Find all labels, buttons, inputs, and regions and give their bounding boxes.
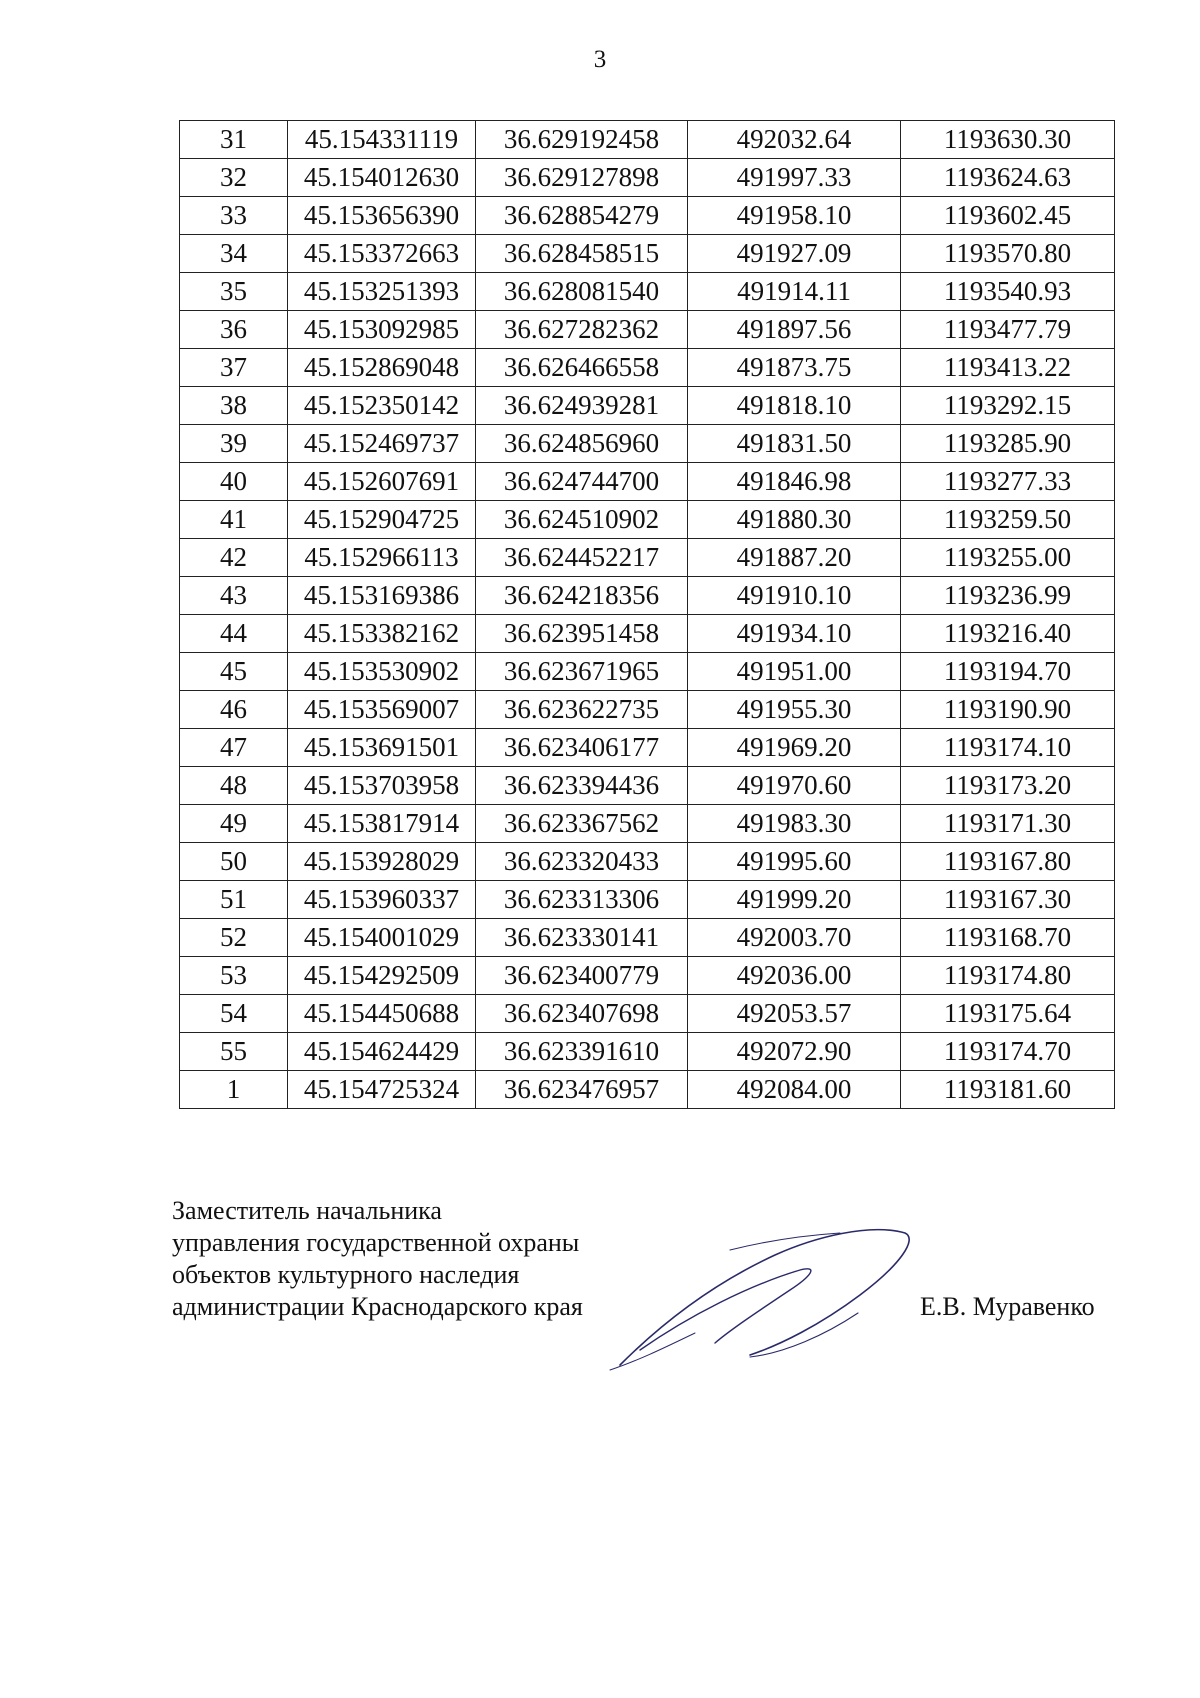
latitude-cell: 45.153530902 — [288, 653, 476, 691]
y-coordinate-cell: 1193277.33 — [901, 463, 1115, 501]
point-number-cell: 1 — [180, 1071, 288, 1109]
x-coordinate-cell: 491927.09 — [688, 235, 901, 273]
x-coordinate-cell: 492053.57 — [688, 995, 901, 1033]
x-coordinate-cell: 491995.60 — [688, 843, 901, 881]
latitude-cell: 45.152350142 — [288, 387, 476, 425]
latitude-cell: 45.153691501 — [288, 729, 476, 767]
longitude-cell: 36.628854279 — [476, 197, 688, 235]
longitude-cell: 36.623622735 — [476, 691, 688, 729]
x-coordinate-cell: 492072.90 — [688, 1033, 901, 1071]
point-number-cell: 41 — [180, 501, 288, 539]
x-coordinate-cell: 491983.30 — [688, 805, 901, 843]
table-row — [180, 577, 1115, 615]
x-coordinate-cell: 491873.75 — [688, 349, 901, 387]
longitude-cell: 36.623951458 — [476, 615, 688, 653]
longitude-cell: 36.624744700 — [476, 463, 688, 501]
latitude-cell: 45.154331119 — [288, 121, 476, 159]
latitude-cell: 45.152607691 — [288, 463, 476, 501]
y-coordinate-cell: 1193168.70 — [901, 919, 1115, 957]
point-number-cell: 52 — [180, 919, 288, 957]
table-row — [180, 1071, 1115, 1109]
y-coordinate-cell: 1193630.30 — [901, 121, 1115, 159]
table-row — [180, 235, 1115, 273]
point-number-cell: 38 — [180, 387, 288, 425]
point-number-cell: 35 — [180, 273, 288, 311]
table-row — [180, 311, 1115, 349]
longitude-cell: 36.623406177 — [476, 729, 688, 767]
table-row — [180, 425, 1115, 463]
longitude-cell: 36.629127898 — [476, 159, 688, 197]
latitude-cell: 45.154450688 — [288, 995, 476, 1033]
longitude-cell: 36.623476957 — [476, 1071, 688, 1109]
signatory-name: Е.В. Муравенко — [920, 1292, 1095, 1321]
y-coordinate-cell: 1193540.93 — [901, 273, 1115, 311]
latitude-cell: 45.153382162 — [288, 615, 476, 653]
point-number-cell: 39 — [180, 425, 288, 463]
latitude-cell: 45.153372663 — [288, 235, 476, 273]
x-coordinate-cell: 491934.10 — [688, 615, 901, 653]
page-number: 3 — [593, 46, 607, 73]
y-coordinate-cell: 1193175.64 — [901, 995, 1115, 1033]
latitude-cell: 45.153960337 — [288, 881, 476, 919]
table-row — [180, 463, 1115, 501]
longitude-cell: 36.623400779 — [476, 957, 688, 995]
y-coordinate-cell: 1193602.45 — [901, 197, 1115, 235]
latitude-cell: 45.154012630 — [288, 159, 476, 197]
table-row — [180, 501, 1115, 539]
point-number-cell: 36 — [180, 311, 288, 349]
table-row — [180, 273, 1115, 311]
latitude-cell: 45.153817914 — [288, 805, 476, 843]
y-coordinate-cell: 1193194.70 — [901, 653, 1115, 691]
point-number-cell: 48 — [180, 767, 288, 805]
longitude-cell: 36.623320433 — [476, 843, 688, 881]
y-coordinate-cell: 1193181.60 — [901, 1071, 1115, 1109]
y-coordinate-cell: 1193173.20 — [901, 767, 1115, 805]
table-row — [180, 805, 1115, 843]
y-coordinate-cell: 1193285.90 — [901, 425, 1115, 463]
point-number-cell: 55 — [180, 1033, 288, 1071]
longitude-cell: 36.624218356 — [476, 577, 688, 615]
table-row — [180, 539, 1115, 577]
latitude-cell: 45.153569007 — [288, 691, 476, 729]
x-coordinate-cell: 491999.20 — [688, 881, 901, 919]
handwritten-signature — [600, 1215, 920, 1375]
y-coordinate-cell: 1193570.80 — [901, 235, 1115, 273]
longitude-cell: 36.626466558 — [476, 349, 688, 387]
point-number-cell: 54 — [180, 995, 288, 1033]
x-coordinate-cell: 491970.60 — [688, 767, 901, 805]
x-coordinate-cell: 491910.10 — [688, 577, 901, 615]
x-coordinate-cell: 491958.10 — [688, 197, 901, 235]
x-coordinate-cell: 491951.00 — [688, 653, 901, 691]
table-row — [180, 767, 1115, 805]
table-row — [180, 729, 1115, 767]
longitude-cell: 36.623407698 — [476, 995, 688, 1033]
x-coordinate-cell: 491914.11 — [688, 273, 901, 311]
point-number-cell: 34 — [180, 235, 288, 273]
table-row — [180, 919, 1115, 957]
longitude-cell: 36.624939281 — [476, 387, 688, 425]
y-coordinate-cell: 1193624.63 — [901, 159, 1115, 197]
signatory-position — [172, 1195, 583, 1323]
x-coordinate-cell: 491846.98 — [688, 463, 901, 501]
y-coordinate-cell: 1193174.10 — [901, 729, 1115, 767]
point-number-cell: 51 — [180, 881, 288, 919]
x-coordinate-cell: 491880.30 — [688, 501, 901, 539]
x-coordinate-cell: 491818.10 — [688, 387, 901, 425]
x-coordinate-cell: 492036.00 — [688, 957, 901, 995]
longitude-cell: 36.624452217 — [476, 539, 688, 577]
latitude-cell: 45.154292509 — [288, 957, 476, 995]
point-number-cell: 49 — [180, 805, 288, 843]
y-coordinate-cell: 1193190.90 — [901, 691, 1115, 729]
y-coordinate-cell: 1193171.30 — [901, 805, 1115, 843]
table-row — [180, 653, 1115, 691]
table-row — [180, 1033, 1115, 1071]
longitude-cell: 36.628458515 — [476, 235, 688, 273]
longitude-cell: 36.629192458 — [476, 121, 688, 159]
latitude-cell: 45.153928029 — [288, 843, 476, 881]
table-row — [180, 387, 1115, 425]
y-coordinate-cell: 1193477.79 — [901, 311, 1115, 349]
position-line: администрации Краснодарского края — [172, 1292, 583, 1321]
table-row — [180, 691, 1115, 729]
x-coordinate-cell: 491955.30 — [688, 691, 901, 729]
x-coordinate-cell: 491997.33 — [688, 159, 901, 197]
latitude-cell: 45.153169386 — [288, 577, 476, 615]
coordinates-table-body — [180, 121, 1115, 1109]
latitude-cell: 45.153251393 — [288, 273, 476, 311]
table-row — [180, 615, 1115, 653]
coordinates-table — [179, 120, 1115, 1109]
longitude-cell: 36.627282362 — [476, 311, 688, 349]
point-number-cell: 33 — [180, 197, 288, 235]
point-number-cell: 47 — [180, 729, 288, 767]
longitude-cell: 36.623671965 — [476, 653, 688, 691]
position-line: Заместитель начальника — [172, 1196, 442, 1225]
y-coordinate-cell: 1193174.80 — [901, 957, 1115, 995]
x-coordinate-cell: 492032.64 — [688, 121, 901, 159]
x-coordinate-cell: 491897.56 — [688, 311, 901, 349]
x-coordinate-cell: 492003.70 — [688, 919, 901, 957]
point-number-cell: 50 — [180, 843, 288, 881]
latitude-cell: 45.154001029 — [288, 919, 476, 957]
y-coordinate-cell: 1193174.70 — [901, 1033, 1115, 1071]
x-coordinate-cell: 491969.20 — [688, 729, 901, 767]
longitude-cell: 36.623391610 — [476, 1033, 688, 1071]
latitude-cell: 45.152469737 — [288, 425, 476, 463]
longitude-cell: 36.623330141 — [476, 919, 688, 957]
point-number-cell: 40 — [180, 463, 288, 501]
longitude-cell: 36.628081540 — [476, 273, 688, 311]
y-coordinate-cell: 1193216.40 — [901, 615, 1115, 653]
y-coordinate-cell: 1193167.30 — [901, 881, 1115, 919]
point-number-cell: 53 — [180, 957, 288, 995]
table-row — [180, 197, 1115, 235]
y-coordinate-cell: 1193255.00 — [901, 539, 1115, 577]
point-number-cell: 43 — [180, 577, 288, 615]
latitude-cell: 45.152869048 — [288, 349, 476, 387]
point-number-cell: 44 — [180, 615, 288, 653]
latitude-cell: 45.152904725 — [288, 501, 476, 539]
longitude-cell: 36.623367562 — [476, 805, 688, 843]
latitude-cell: 45.153703958 — [288, 767, 476, 805]
longitude-cell: 36.624510902 — [476, 501, 688, 539]
longitude-cell: 36.623394436 — [476, 767, 688, 805]
longitude-cell: 36.624856960 — [476, 425, 688, 463]
position-line: управления государственной охраны — [172, 1228, 580, 1257]
y-coordinate-cell: 1193413.22 — [901, 349, 1115, 387]
table-row — [180, 349, 1115, 387]
y-coordinate-cell: 1193292.15 — [901, 387, 1115, 425]
latitude-cell: 45.153656390 — [288, 197, 476, 235]
longitude-cell: 36.623313306 — [476, 881, 688, 919]
point-number-cell: 45 — [180, 653, 288, 691]
position-line: объектов культурного наследия — [172, 1260, 520, 1289]
y-coordinate-cell: 1193167.80 — [901, 843, 1115, 881]
latitude-cell: 45.154624429 — [288, 1033, 476, 1071]
table-row — [180, 843, 1115, 881]
point-number-cell: 46 — [180, 691, 288, 729]
point-number-cell: 37 — [180, 349, 288, 387]
table-row — [180, 121, 1115, 159]
x-coordinate-cell: 492084.00 — [688, 1071, 901, 1109]
table-row — [180, 159, 1115, 197]
table-row — [180, 881, 1115, 919]
table-row — [180, 957, 1115, 995]
x-coordinate-cell: 491887.20 — [688, 539, 901, 577]
point-number-cell: 42 — [180, 539, 288, 577]
latitude-cell: 45.152966113 — [288, 539, 476, 577]
latitude-cell: 45.154725324 — [288, 1071, 476, 1109]
y-coordinate-cell: 1193236.99 — [901, 577, 1115, 615]
y-coordinate-cell: 1193259.50 — [901, 501, 1115, 539]
point-number-cell: 31 — [180, 121, 288, 159]
point-number-cell: 32 — [180, 159, 288, 197]
latitude-cell: 45.153092985 — [288, 311, 476, 349]
x-coordinate-cell: 491831.50 — [688, 425, 901, 463]
table-row — [180, 995, 1115, 1033]
